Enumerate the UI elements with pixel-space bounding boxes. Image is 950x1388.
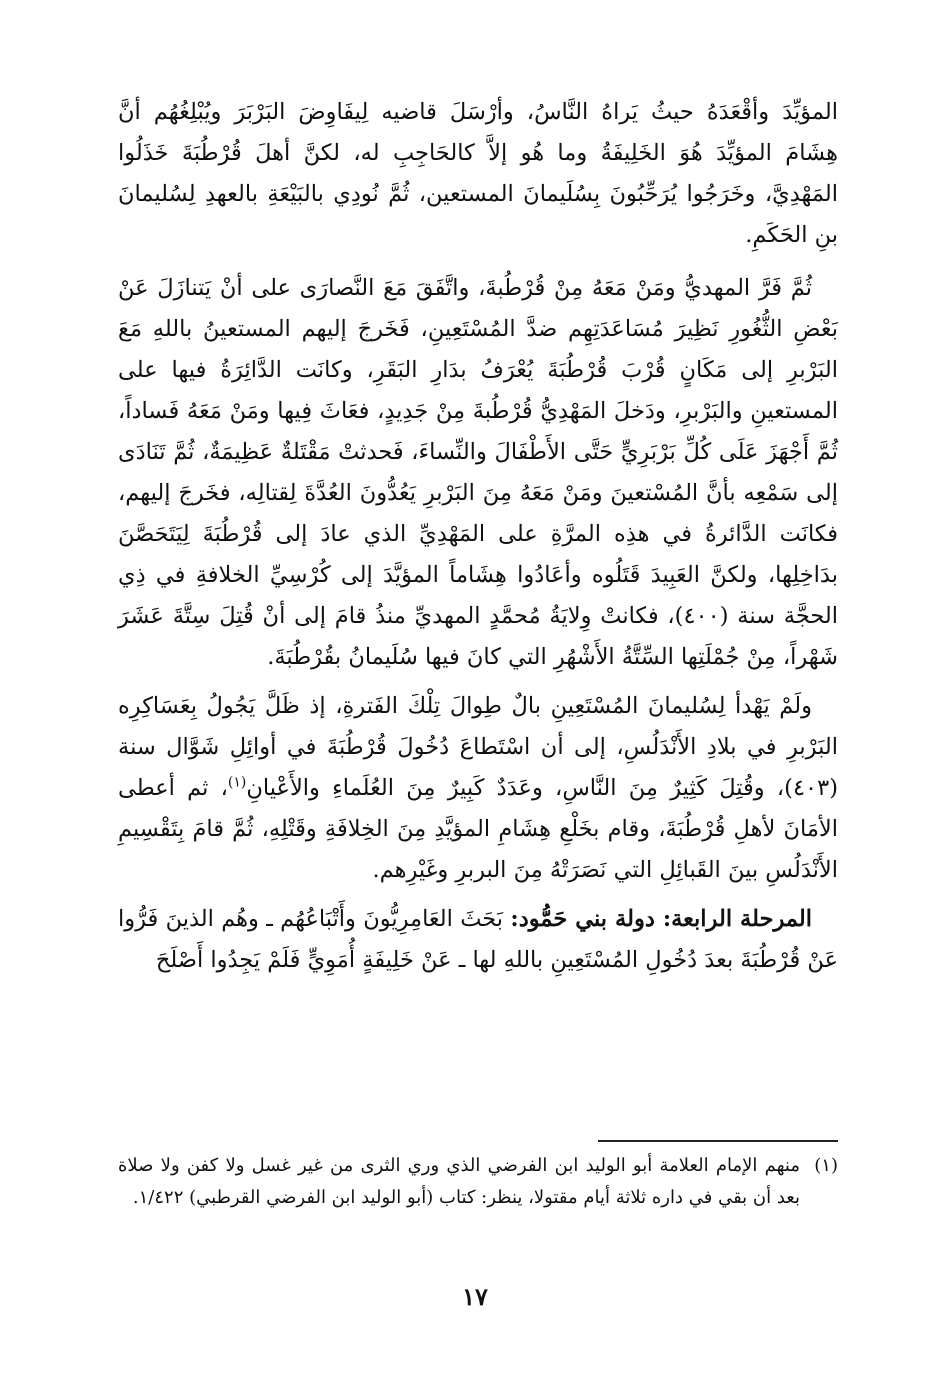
footnote-divider	[598, 1140, 838, 1142]
paragraph-3-text-a: ولَمْ يَهْدأ لِسُليمانَ المُسْتَعِينِ بالٌ طِوالَ تِلْكَ الفَترةِ، إذ ظَلَّ يَجُولُ بِعَسَاكِرِه البَرْبرِ في بلادِ الأَنْدَلُسِ، إلى أن اسْتَطاعَ دُخُولَ قُرْطُبَةَ في أوائِلِ شَوَّال سنة (٤٠٣)، وقُتِلَ كَثِيرٌ مِنَ النَّاسِ، وعَدَدٌ كَبِيرٌ مِنَ العُلَماءِ والأَعْيانِ	[118, 693, 838, 801]
page-body	[118, 92, 838, 989]
footnote-1	[118, 1150, 838, 1214]
footnotes	[118, 1150, 838, 1214]
page-number: ١٧	[462, 1282, 488, 1311]
main-text	[118, 92, 838, 981]
paragraph-1: المؤيِّدَ وأقْعَدَهُ حيثُ يَراهُ النَّاسُ، وأرْسَلَ قاضيه لِيفَاوِضَ البَرْبَرَ ويُبْلِغُهُم أنَّ هِشَامَ المؤيِّدَ هُوَ الخَلِيفَةُ وما هُو إلاَّ كالحَاجِبِ له، لكنَّ أهلَ قُرْطُبَةَ خَذَلُوا المَهْدِيَّ، وخَرَجُوا يُرَحِّبُونَ بِسُلَيمانَ المستعين، ثُمَّ نُودِي بالبَيْعَةِ بالعهدِ لِسُليمانَ بنِ الحَكَمِ.	[118, 99, 838, 248]
paragraph-3-text-b: ، ثم أعطى الأمَانَ لأهلِ قُرْطُبَةَ، وقام بخَلْعِ هِشَامِ المؤيَّدِ مِنَ الخِلافَةِ وقَتْلِهِ، ثُمَّ قامَ بِتَقْسِيمِ الأَنْدَلُسِ بينَ القَبائِلِ التي نَصَرَتْهُ مِنَ البربرِ وغَيْرِهم.	[118, 775, 838, 883]
footnote-reference[interactable]: (١)	[227, 774, 247, 791]
stage-heading: المرحلة الرابعة: دولة بني حَمُّود:	[510, 906, 813, 932]
footnote-text: منهم الإمام العلامة أبو الوليد ابن الفرضي الذي وري الثرى من غير غسل ولا كفن ولا صلاة بعد أن بقي في داره ثلاثة أيام مقتولا، ينظر: كتاب (أبو الوليد ابن الفرضي القرطبي) ١/٤٢٢.	[118, 1155, 800, 1208]
paragraph-3	[118, 686, 838, 891]
paragraph-2: ثُمَّ فَرَّ المهديُّ ومَنْ مَعَهُ مِنْ قُرْطُبةَ، واتَّفَقَ مَعَ النَّصارَى على أنْ يَتنازَلَ عَنْ بَعْضِ الثُّغُورِ نَظِيرَ مُسَاعَدَتِهِم ضدَّ المُسْتَعِينِ، فَخَرجَ إليهم المستعينُ باللهِ مَعَ البَرْبرِ إلى مَكَانٍ قُرْبَ قُرْطُبَةَ يُعْرَفُ بدَارِ البَقَرِ، وكانَت الدَّائِرَةُ فيها على المستعينِ والبَرْبرِ، ودَخلَ المَهْدِيُّ قُرْطُبةَ مِنْ جَدِيدٍ، فعَاثَ فِيها ومَنْ مَعَهُ فَساداً، ثُمَّ أَجْهَزَ عَلَى كُلِّ بَرْبَرِيٍّ حَتَّى الأَطْفَالَ والنِّساءَ، فَحدثتْ مَقْتَلةٌ عَظِيمَةٌ، ثُمَّ تَنَادَى إلى سَمْعِه بأنَّ المُسْتعينَ ومَنْ مَعَهُ مِنَ البَرْبرِ يَعُدُّونَ العُدَّةَ لِقتالِه، فخَرجَ إليهم، فكانَت الدَّائرةُ في هذِه المرَّةِ على المَهْدِيِّ الذي عادَ إلى قُرْطُبَةَ لِيَتَحَصَّنَ بدَاخِلِها، ولكنَّ العَبِيدَ قَتَلُوه وأعَادُوا هِشَاماً المؤيَّدَ إلى كُرْسِيِّ الخلافةِ في ذِي الحجَّة سنة (٤٠٠)، فكانتْ وِلايَةُ مُحمَّدٍ المهديِّ منذُ قامَ إلى أنْ قُتِلَ سِتَّةَ عَشَرَ شَهْراً، مِنْ جُمْلَتِها السِّتَّةُ الأَشْهُرِ التي كانَ فيها سُلَيمانُ بقُرْطُبَةَ.	[118, 275, 838, 670]
paragraph-4-text: بَحَثَ العَامِرِيُّونَ وأَتْبَاعُهُم ـ وهُم الذينَ فَرُّوا عَنْ قُرْطُبَةَ بعدَ دُخُولِ المُسْتَعِينِ باللهِ لها ـ عَنْ خَلِيفَةٍ أُمَوِيٍّ فَلَمْ يَجِدُوا أَصْلَحَ	[118, 906, 838, 973]
footnote-number: (١)	[814, 1155, 838, 1176]
paragraph-4	[118, 899, 838, 981]
